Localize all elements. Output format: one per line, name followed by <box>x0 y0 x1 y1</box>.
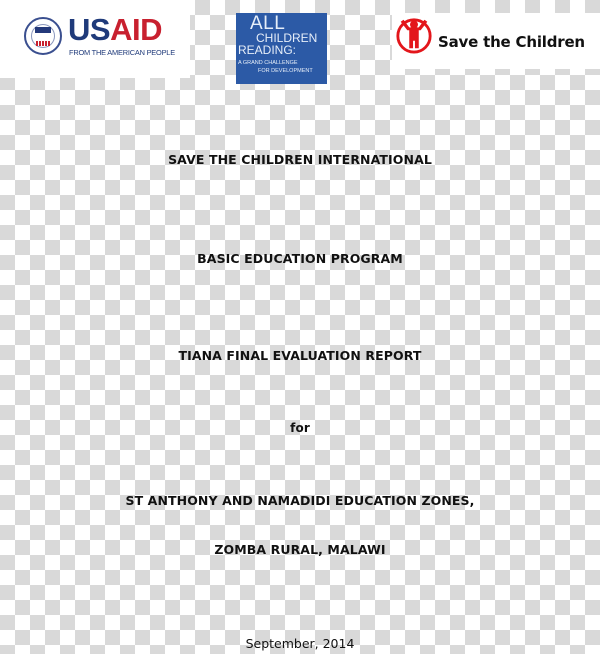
all-children-reading-logo <box>236 13 327 84</box>
acr-subtitle-1: A GRAND CHALLENGE <box>238 60 298 66</box>
save-the-children-logo <box>392 13 600 69</box>
organization-heading: SAVE THE CHILDREN INTERNATIONAL <box>168 152 432 167</box>
report-title: TIANA FINAL EVALUATION REPORT <box>178 348 422 363</box>
save-the-children-wordmark: Save the Children <box>438 33 585 51</box>
program-heading: BASIC EDUCATION PROGRAM <box>197 251 403 266</box>
acr-line-reading: READING: <box>238 43 297 57</box>
acr-line-all: ALL <box>250 13 286 34</box>
location-heading: ZOMBA RURAL, MALAWI <box>214 542 386 557</box>
usaid-wordmark-aid: AID <box>110 12 162 47</box>
usaid-wordmark <box>68 14 162 46</box>
education-zones-heading: ST ANTHONY AND NAMADIDI EDUCATION ZONES, <box>125 493 475 508</box>
usaid-seal-icon <box>24 17 62 55</box>
for-label: for <box>290 421 310 435</box>
acr-subtitle-2: FOR DEVELOPMENT <box>258 68 313 74</box>
usaid-wordmark-us: US <box>68 12 111 47</box>
report-date: September, 2014 <box>245 636 355 651</box>
acr-line-children: CHILDREN <box>256 31 318 45</box>
save-the-children-emblem-icon <box>395 16 433 54</box>
usaid-tagline: FROM THE AMERICAN PEOPLE <box>69 48 175 57</box>
usaid-logo <box>0 0 190 78</box>
